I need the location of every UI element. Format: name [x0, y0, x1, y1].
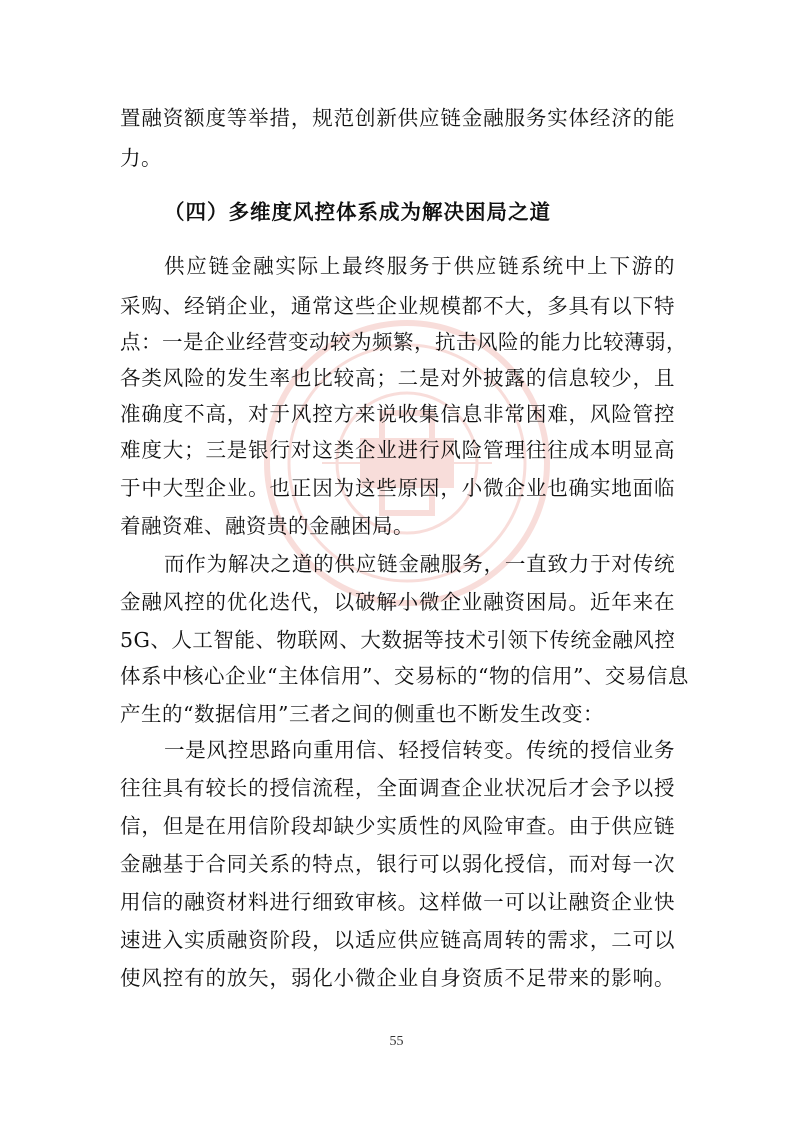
paragraph3-line: 往往具有较长的授信流程，全面调查企业状况后才会予以授 — [120, 776, 675, 800]
paragraph3-line: 信，但是在用信阶段却缺少实质性的风险审查。由于供应链 — [120, 814, 675, 838]
section-heading: （四）多维度风控体系成为解决困局之道 — [164, 200, 551, 224]
paragraph2-line: 而作为解决之道的供应链金融服务，一直致力于对传统 — [164, 552, 675, 576]
intro-line: 力。 — [120, 146, 162, 170]
paragraph1-line: 准确度不高，对于风控方来说收集信息非常困难，风险管控 — [120, 402, 675, 426]
paragraph3-line: 一是风控思路向重用信、轻授信转变。传统的授信业务 — [164, 738, 675, 762]
paragraph2-line: 体系中核心企业“主体信用”、交易标的“物的信用”、交易信息 — [120, 664, 689, 688]
paragraph1-line: 点：一是企业经营变动较为频繁，抗击风险的能力比较薄弱， — [120, 330, 687, 354]
paragraph3-line: 速进入实质融资阶段，以适应供应链高周转的需求，二可以 — [120, 928, 675, 952]
paragraph1-line: 采购、经销企业，通常这些企业规模都不大，多具有以下特 — [120, 294, 675, 318]
paragraph3-line: 使风控有的放矢，弱化小微企业自身资质不足带来的影响。 — [120, 966, 675, 990]
paragraph1-line: 供应链金融实际上最终服务于供应链系统中上下游的 — [164, 254, 675, 278]
paragraph1-line: 各类风险的发生率也比较高；二是对外披露的信息较少，且 — [120, 366, 675, 390]
paragraph1-line: 于中大型企业。也正因为这些原因，小微企业也确实地面临 — [120, 476, 675, 500]
paragraph1-line: 着融资难、融资贵的金融困局。 — [120, 514, 414, 538]
paragraph2-line: 产生的“数据信用”三者之间的侧重也不断发生改变： — [120, 702, 604, 726]
paragraph2-line: 5G、人工智能、物联网、大数据等技术引领下传统金融风控 — [120, 628, 676, 652]
paragraph3-line: 用信的融资材料进行细致审核。这样做一可以让融资企业快 — [120, 890, 675, 914]
page-number: 55 — [389, 1034, 404, 1049]
paragraph2-line: 金融风控的优化迭代，以破解小微企业融资困局。近年来在 — [120, 590, 675, 614]
paragraph1-line: 难度大；三是银行对这类企业进行风险管理往往成本明显高 — [120, 438, 675, 462]
intro-line: 置融资额度等举措，规范创新供应链金融服务实体经济的能 — [120, 106, 675, 130]
paragraph3-line: 金融基于合同关系的特点，银行可以弱化授信，而对每一次 — [120, 852, 675, 876]
